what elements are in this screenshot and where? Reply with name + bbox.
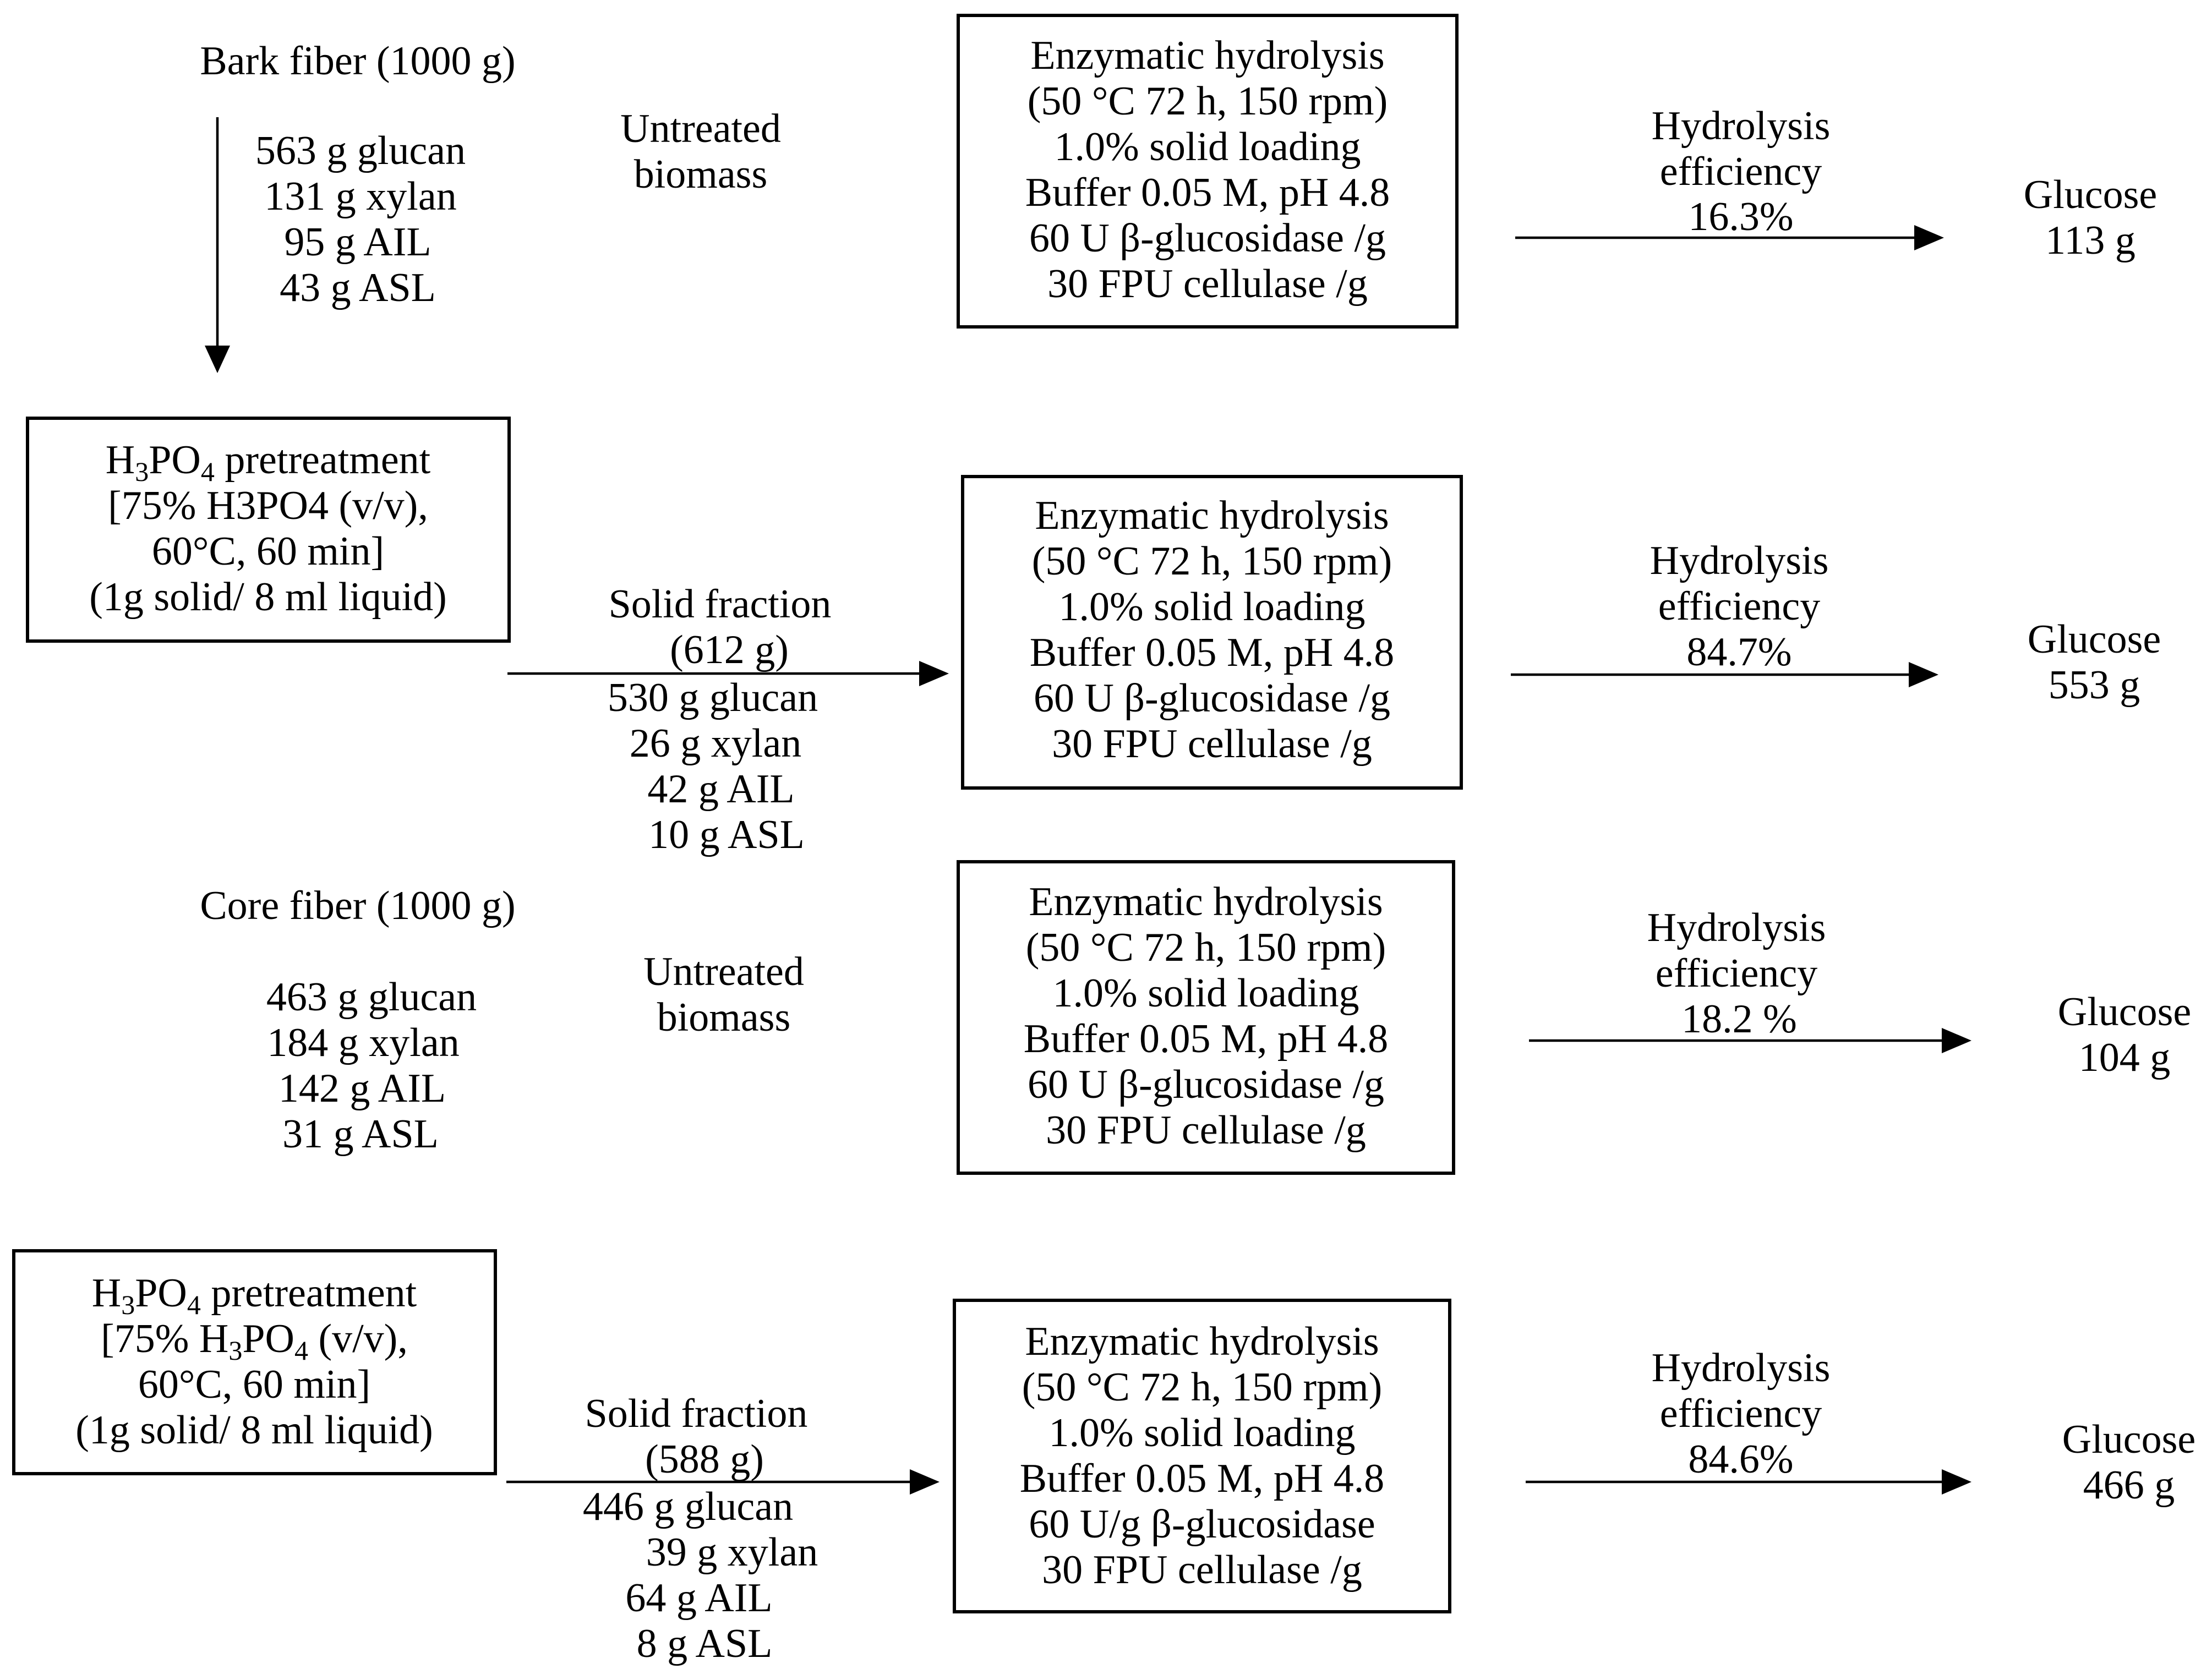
pretreatment-title: H3PO4 pretreatment	[91, 1271, 417, 1320]
efficiency-value: 84.7%	[1686, 630, 1792, 675]
enzymatic-title: Enzymatic hydrolysis	[1029, 879, 1383, 924]
enzymatic-buffer: Buffer 0.05 M, pH 4.8	[1025, 170, 1390, 215]
bark-pretreated-ail: 42 g AIL	[647, 767, 795, 812]
efficiency-value: 16.3%	[1688, 194, 1794, 239]
solid-fraction-title: Solid fraction	[585, 1391, 808, 1436]
efficiency-line1: Hydrolysis	[1650, 538, 1829, 583]
core-fiber-title: Core fiber (1000 g)	[200, 883, 516, 928]
glucose-label: Glucose	[2023, 172, 2158, 217]
enzymatic-cellulase: 30 FPU cellulase /g	[1042, 1547, 1362, 1593]
pretreatment-acid-concentration: [75% H3PO4 (v/v),	[108, 483, 428, 528]
bark-glucan: 563 g glucan	[255, 128, 466, 173]
enzymatic-beta-glucosidase: 60 U β-glucosidase /g	[1027, 1062, 1385, 1107]
enzymatic-beta-glucosidase: 60 U β-glucosidase /g	[1033, 676, 1391, 721]
glucose-value: 466 g	[2083, 1463, 2175, 1508]
glucose-value: 104 g	[2078, 1035, 2171, 1080]
core-untreated-line2: biomass	[657, 995, 791, 1040]
bark-pretreated-glucose	[2028, 617, 2161, 708]
core-untreated-line1: Untreated	[643, 949, 804, 994]
efficiency-line2: efficiency	[1658, 584, 1821, 629]
enzymatic-cellulase: 30 FPU cellulase /g	[1052, 721, 1372, 767]
core-pretreated-asl: 8 g ASL	[636, 1621, 773, 1666]
bark-pretreated-glucan: 530 g glucan	[607, 675, 818, 720]
bark-pretreated-enzymatic-box	[963, 477, 1461, 788]
bark-down-arrow	[205, 117, 230, 373]
core-pretreated-composition	[583, 1484, 818, 1666]
bark-ail: 95 g AIL	[284, 220, 432, 265]
enzymatic-conditions: (50 °C 72 h, 150 rpm)	[1025, 925, 1386, 970]
enzymatic-buffer: Buffer 0.05 M, pH 4.8	[1023, 1016, 1389, 1061]
enzymatic-solid-loading: 1.0% solid loading	[1052, 971, 1359, 1016]
efficiency-line2: efficiency	[1659, 149, 1822, 194]
enzymatic-solid-loading: 1.0% solid loading	[1048, 1410, 1356, 1455]
enzymatic-title: Enzymatic hydrolysis	[1030, 33, 1385, 78]
core-asl: 31 g ASL	[282, 1112, 439, 1157]
core-pretreated-glucan: 446 g glucan	[582, 1484, 794, 1529]
glucose-value: 553 g	[2048, 663, 2140, 708]
pretreatment-ratio: (1g solid/ 8 ml liquid)	[89, 574, 447, 620]
core-pretreated-ail: 64 g AIL	[625, 1575, 773, 1621]
bark-untreated-label	[620, 106, 781, 197]
bark-untreated-glucose	[2024, 172, 2158, 263]
bark-asl: 43 g ASL	[280, 265, 436, 310]
pretreatment-temperature-time: 60°C, 60 min]	[151, 529, 385, 574]
core-untreated-enzymatic-box	[958, 862, 1454, 1173]
enzymatic-solid-loading: 1.0% solid loading	[1058, 584, 1366, 630]
bark-untreated-efficiency-label	[1652, 103, 1831, 239]
core-pretreated-enzymatic-box	[954, 1300, 1450, 1612]
bark-xylan: 131 g xylan	[264, 174, 457, 219]
efficiency-line1: Hydrolysis	[1651, 1345, 1831, 1391]
efficiency-line2: efficiency	[1659, 1391, 1822, 1436]
bark-untreated-enzymatic-box	[958, 15, 1457, 327]
core-untreated-efficiency-label	[1647, 905, 1826, 1042]
bark-fiber-title: Bark fiber (1000 g)	[200, 39, 516, 84]
core-xylan: 184 g xylan	[267, 1020, 460, 1065]
solid-fraction-title: Solid fraction	[608, 582, 832, 627]
pretreatment-ratio: (1g solid/ 8 ml liquid)	[75, 1408, 433, 1453]
efficiency-value: 84.6%	[1688, 1437, 1794, 1482]
enzymatic-cellulase: 30 FPU cellulase /g	[1046, 1108, 1366, 1153]
core-composition	[266, 975, 477, 1157]
core-ail: 142 g AIL	[278, 1066, 446, 1111]
efficiency-line1: Hydrolysis	[1651, 103, 1831, 149]
bark-composition	[255, 128, 466, 310]
pretreatment-temperature-time: 60°C, 60 min]	[138, 1362, 371, 1407]
core-glucan: 463 g glucan	[266, 975, 477, 1020]
enzymatic-conditions: (50 °C 72 h, 150 rpm)	[1022, 1365, 1383, 1410]
enzymatic-buffer: Buffer 0.05 M, pH 4.8	[1029, 630, 1395, 675]
enzymatic-beta-glucosidase: 60 U/g β-glucosidase	[1029, 1502, 1375, 1547]
enzymatic-buffer: Buffer 0.05 M, pH 4.8	[1019, 1456, 1385, 1501]
enzymatic-beta-glucosidase: 60 U β-glucosidase /g	[1029, 216, 1386, 261]
core-pretreated-glucose	[2062, 1417, 2196, 1508]
bark-pretreated-efficiency-label	[1650, 538, 1829, 675]
efficiency-line2: efficiency	[1655, 951, 1818, 996]
enzymatic-conditions: (50 °C 72 h, 150 rpm)	[1027, 79, 1388, 124]
pretreatment-title: H3PO4 pretreatment	[105, 437, 431, 487]
glucose-value: 113 g	[2045, 218, 2135, 263]
glucose-label: Glucose	[2057, 989, 2192, 1035]
core-solid-fraction-label	[585, 1391, 808, 1482]
bark-pretreated-xylan: 26 g xylan	[629, 721, 802, 766]
efficiency-line1: Hydrolysis	[1647, 905, 1826, 950]
bark-solid-fraction-label	[609, 582, 832, 672]
core-pretreated-efficiency-label	[1652, 1345, 1831, 1482]
efficiency-value: 18.2 %	[1681, 997, 1797, 1042]
bark-pretreated-composition	[608, 675, 818, 857]
core-pretreated-xylan: 39 g xylan	[646, 1530, 818, 1575]
enzymatic-title: Enzymatic hydrolysis	[1025, 1319, 1379, 1364]
enzymatic-conditions: (50 °C 72 h, 150 rpm)	[1031, 539, 1392, 584]
solid-fraction-mass: (588 g)	[645, 1437, 764, 1482]
core-untreated-glucose	[2058, 989, 2192, 1080]
enzymatic-title: Enzymatic hydrolysis	[1035, 493, 1389, 538]
solid-fraction-mass: (612 g)	[670, 627, 789, 672]
core-pretreatment-box	[14, 1251, 495, 1474]
glucose-label: Glucose	[2062, 1417, 2196, 1462]
enzymatic-solid-loading: 1.0% solid loading	[1054, 124, 1361, 169]
pretreatment-acid-concentration: [75% H3PO4 (v/v),	[101, 1316, 408, 1366]
core-untreated-label	[643, 949, 804, 1040]
bark-pretreatment-box	[28, 418, 509, 641]
bark-untreated-line2: biomass	[633, 152, 768, 197]
glucose-label: Glucose	[2027, 617, 2161, 662]
enzymatic-cellulase: 30 FPU cellulase /g	[1047, 261, 1368, 307]
bark-pretreated-asl: 10 g ASL	[648, 812, 805, 857]
bark-untreated-line1: Untreated	[620, 106, 781, 151]
